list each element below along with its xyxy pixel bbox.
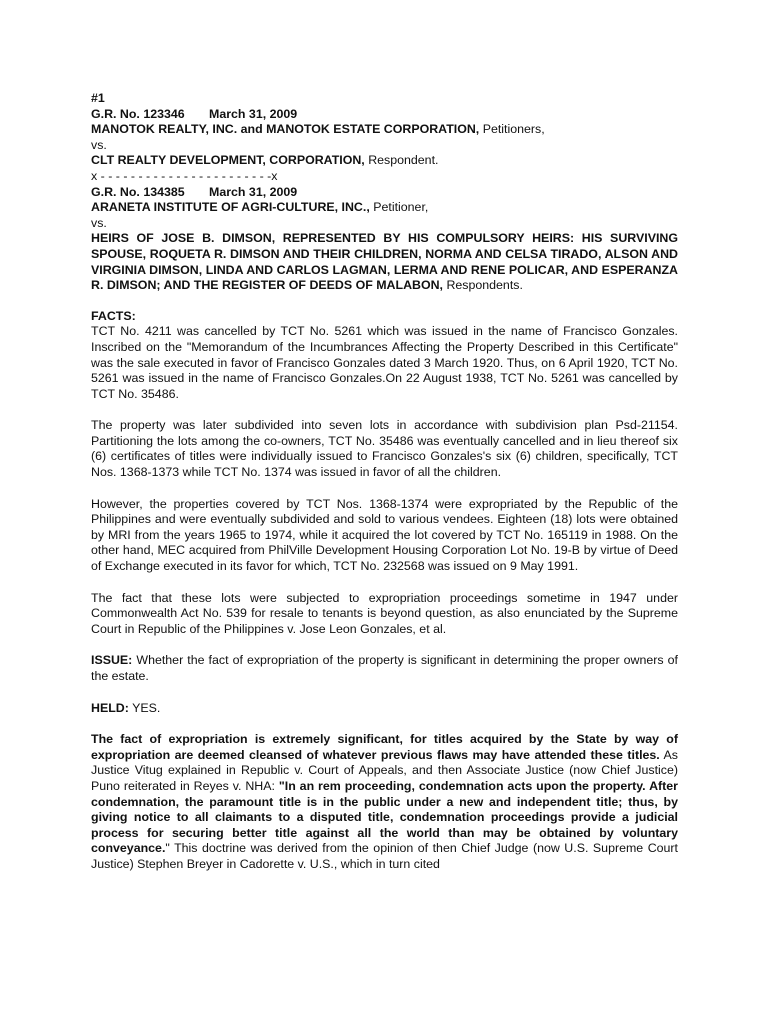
held-text: YES. — [128, 700, 161, 715]
document-body — [91, 91, 678, 889]
case-gr-line-1 — [91, 107, 678, 123]
facts-paragraph-2: The property was later subdivided into seven lots in accordance with subdivision plan Psd-21154. Partitioning the lots among the co-owners, TCT No. 35486 was eventually cancelled and in lieu thereof six (6) certificates of titles were individually issued to Francisco Gonzales's six (6) children, specifically, TCT Nos. 1368-1373 while TCT No. 1374 was issued in favor of all the children. — [91, 418, 678, 480]
respondent-block-2 — [91, 231, 678, 293]
petitioner-role-1: Petitioners, — [479, 122, 545, 137]
issue-paragraph — [91, 653, 678, 684]
petitioner-line-1 — [91, 122, 678, 138]
petitioner-line-2 — [91, 200, 678, 216]
issue-label: ISSUE: — [91, 653, 133, 668]
respondent-role-2: Respondents. — [443, 278, 523, 293]
gr-number-2: G.R. No. 134385 — [91, 184, 185, 199]
case-separator: x - - - - - - - - - - - - - - - - - - - - - - -x — [91, 168, 278, 183]
respondent-role-1: Respondent. — [364, 153, 439, 168]
gr-date-1: March 31, 2009 — [209, 106, 298, 121]
gr-number-1: G.R. No. 123346 — [91, 106, 185, 121]
petitioner-name-1: MANOTOK REALTY, INC. and MANOTOK ESTATE CORPORATION, — [91, 122, 480, 137]
spacer — [91, 294, 678, 309]
case-number: #1 — [91, 91, 105, 105]
versus-1: vs. — [91, 137, 107, 152]
petitioner-name-2: ARANETA INSTITUTE OF AGRI-CULTURE, INC., — [91, 200, 370, 215]
ruling-bold-2: "In an rem proceeding, condemnation acts upon the property. After condemnation, the paramount title is in the public under a new and independent title; thus, by giving notice to all claimants to a disputed title, condemnation proceedings provide a judicial process for securing better title against all the world than may be obtained by voluntary conveyance. — [91, 778, 678, 856]
ruling-bold-1: The fact of expropriation is extremely significant, for titles acquired by the State by way of expropriation are deemed cleansed of whatever previous flaws may have attended these titles. — [91, 732, 678, 762]
facts-paragraph-4: The fact that these lots were subjected to expropriation proceedings sometime in 1947 under Commonwealth Act No. 539 for resale to tenants is beyond question, as also enunciated by the Supreme Court in Republic of the Philippines v. Jose Leon Gonzales, et al. — [91, 590, 678, 636]
case-gr-line-2 — [91, 185, 678, 201]
petitioner-role-2: Petitioner, — [369, 200, 429, 215]
ruling-text-1: As Justice Vitug explained in Republic v. Court of Appeals, and then Associate Justice (now Chief Justice) Puno reiterated in Reyes v. NHA: — [91, 747, 678, 793]
ruling-text-2: " This doctrine was derived from the opinion of then Chief Judge (now U.S. Supreme Court Justice) Stephen Breyer in Cadorette v. U.S., which in turn cited — [91, 841, 678, 871]
respondent-name-1: CLT REALTY DEVELOPMENT, CORPORATION, — [91, 153, 365, 168]
facts-heading: FACTS: — [91, 308, 136, 323]
held-paragraph — [91, 701, 678, 717]
held-label: HELD: — [91, 700, 129, 715]
facts-paragraph-1: TCT No. 4211 was cancelled by TCT No. 5261 which was issued in the name of Francisco Gonzales. Inscribed on the "Memorandum of the Incumbrances Affecting the Property Described in this Certificate" was the sale executed in favor of Francisco Gonzales dated 3 March 1920. Thus, on 6 April 1920, TCT No. 5261 was issued in the name of Francisco Gonzales.On 22 August 1938, TCT No. 5261 was cancelled by TCT No. 35486. — [91, 324, 678, 401]
gr-date-2: March 31, 2009 — [209, 184, 298, 199]
facts-paragraph-3: However, the properties covered by TCT Nos. 1368-1374 were expropriated by the Republic of the Philippines and were eventually subdivided and sold to various vendees. Eighteen (18) lots were obtained by MRI from the years 1965 to 1974, while it acquired the lot covered by TCT No. 165119 in 1988. On the other hand, MEC acquired from PhilVille Development Housing Corporation Lot No. 19-B by virtue of Deed of Exchange executed in its favor for which, TCT No. 232568 was issued on 9 May 1991. — [91, 496, 678, 574]
issue-text: Whether the fact of expropriation of the property is significant in determining the proper owners of the estate. — [91, 653, 678, 683]
respondent-name-2: HEIRS OF JOSE B. DIMSON, REPRESENTED BY HIS COMPULSORY HEIRS: HIS SURVIVING SPOUSE, ROQUETA R. DIMSON AND THEIR CHILDREN, NORMA AND CELSA TIRADO, ALSON AND VIRGINIA DIMSON, LINDA AND CARLOS LAGMAN, LERMA AND RENE POLICAR, AND ESPERANZA R. DIMSON; AND THE REGISTER OF DEEDS OF MALABON, — [91, 231, 678, 293]
versus-2: vs. — [91, 215, 107, 230]
respondent-line-1 — [91, 153, 678, 169]
ruling-paragraph — [91, 732, 678, 872]
